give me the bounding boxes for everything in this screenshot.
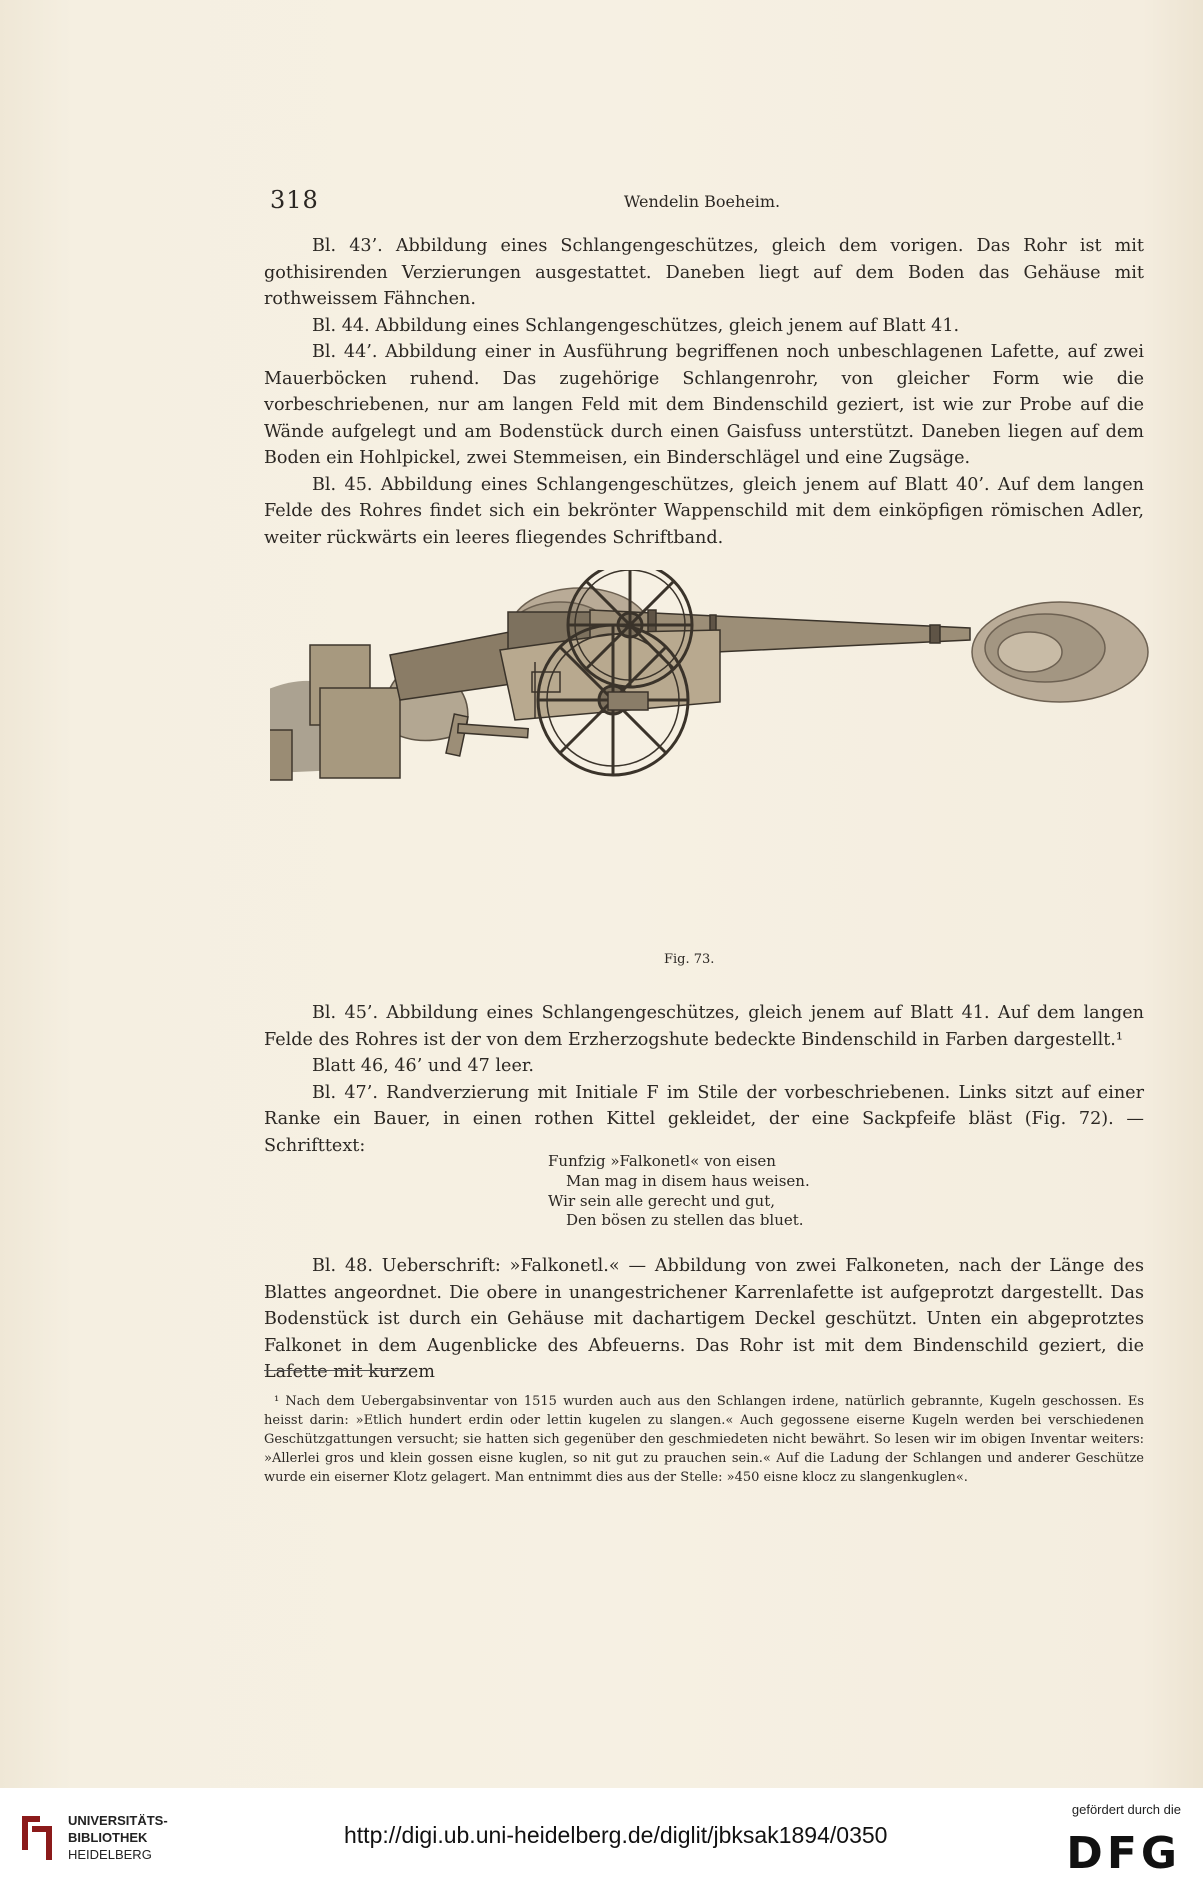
paragraph: Bl. 44. Abbildung eines Schlangengeschützes, gleich jenem auf Blatt 41. [312,315,960,336]
footer-bar [0,1788,1203,1898]
library-line: UNIVERSITÄTS- [68,1813,168,1828]
footnote-rule [264,1370,406,1371]
verse-line: Funfzig »Falkonetl« von eisen [548,1152,776,1170]
paragraph: Bl. 47’. Randverzierung mit Initiale F im Stile der vorbeschriebenen. Links sitzt auf einer Ranke ein Bauer, in einen rothen Kittel gekleidet, der eine Sackpfeife bläst (Fig. 72). — Schrifttext: [264,1082,1144,1156]
cannon-illustration [270,570,1150,940]
library-logo-icon [18,1812,56,1864]
running-head: Wendelin Boeheim. [623,192,781,211]
paragraph: Bl. 48. Ueberschrift: »Falkonetl.« — Abbildung von zwei Falkoneten, nach der Länge des Blattes angeordnet. Die obere in unangestrichener Karrenlafette ist aufgeprotzt dargestellt. Das Bodenstück ist durch ein Gehäuse mit dachartigem Deckel geschützt. Unten ein abgeprotztes Falkonet in dem Augenblicke des Abfeuerns. Das Rohr ist mit dem Bindenschild geziert, die Lafette mit kurzem [264,1256,1144,1382]
text-block-top [264,233,1144,551]
paragraph: Bl. 45. Abbildung eines Schlangengeschützes, gleich jenem auf Blatt 40’. Auf dem langen Felde des Rohres findet sich ein bekrönter Wappenschild mit dem einköpfigen römischen Adler, weiter rückwärts ein leeres fliegendes Schriftband. [264,474,1144,548]
verse-line: Man mag in disem haus weisen. [566,1171,810,1190]
page-header [262,186,1142,216]
library-name [68,1812,168,1863]
dfg-logo: DFG [1066,1828,1181,1879]
library-line: HEIDELBERG [68,1847,152,1862]
funding-label: gefördert durch die [1071,1802,1181,1817]
smoke-cloud-right [972,602,1148,702]
paragraph: Bl. 44’. Abbildung einer in Ausführung begriffenen noch unbeschlagenen Lafette, auf zwei Mauerböcken ruhend. Das zugehörige Schlangenrohr, von gleicher Form wie die vorbeschriebenen, nur am langen Feld mit dem Bindenschild geziert, ist wie zur Probe auf die Wände aufgelegt und am Bodenstück durch einen Gaisfuss unterstützt. Daneben liegen auf dem Boden ein Hohlpickel, zwei Stemmeisen, ein Binderschlägel und eine Zugsäge. [264,342,1144,468]
library-line: BIBLIOTHEK [68,1830,148,1845]
footnote-text: ¹ Nach dem Uebergabsinventar von 1515 wurden auch aus den Schlangen irdene, natürlich gebrannte, Kugeln geschossen. Es heisst darin: »Etlich hundert erdin oder lettin kugelen zu slangen.« Auch gegossene eiserne Kugeln werden bei verschiedenen Geschützgattungen versucht; sie hatten sich gegenüber den geschmiedeten nicht bewährt. So lesen wir im obigen Inventar weiters: »Allerlei gros und klein gossen eisne kuglen, so nit gut zu prauchen sein.« Auf die Ladung der Schlangen und anderer Geschütze wurde ein eiserner Klotz gelagert. Man entnimmt dies aus der Stelle: »450 eisne klocz zu slangenkuglen«. [264,1394,1144,1485]
figure-caption: Fig. 73. [664,952,715,967]
paragraph: Bl. 43’. Abbildung eines Schlangengeschützes, gleich dem vorigen. Das Rohr ist mit gothisirenden Verzierungen ausgestattet. Daneben liegt auf dem Boden das Gehäuse mit rothweissem Fähnchen. [264,236,1144,309]
wheel-front [538,625,688,775]
footnote [264,1392,1144,1487]
paragraph: Bl. 45’. Abbildung eines Schlangengeschützes, gleich jenem auf Blatt 41. Auf dem langen Felde des Rohres ist der von dem Erzherzogshute bedeckte Bindenschild in Farben dargestellt.¹ [264,1003,1144,1050]
verse-line: Den bösen zu stellen das bluet. [566,1211,804,1230]
page-number: 318 [270,186,319,214]
permalink-url[interactable]: http://digi.ub.uni-heidelberg.de/diglit/jbksak1894/0350 [344,1822,888,1848]
verse [548,1152,810,1231]
paragraph: Blatt 46, 46’ und 47 leer. [312,1056,534,1076]
text-block-mid [264,1000,1144,1159]
verse-line: Wir sein alle gerecht und gut, [548,1191,776,1210]
text-block-bottom [264,1253,1144,1386]
